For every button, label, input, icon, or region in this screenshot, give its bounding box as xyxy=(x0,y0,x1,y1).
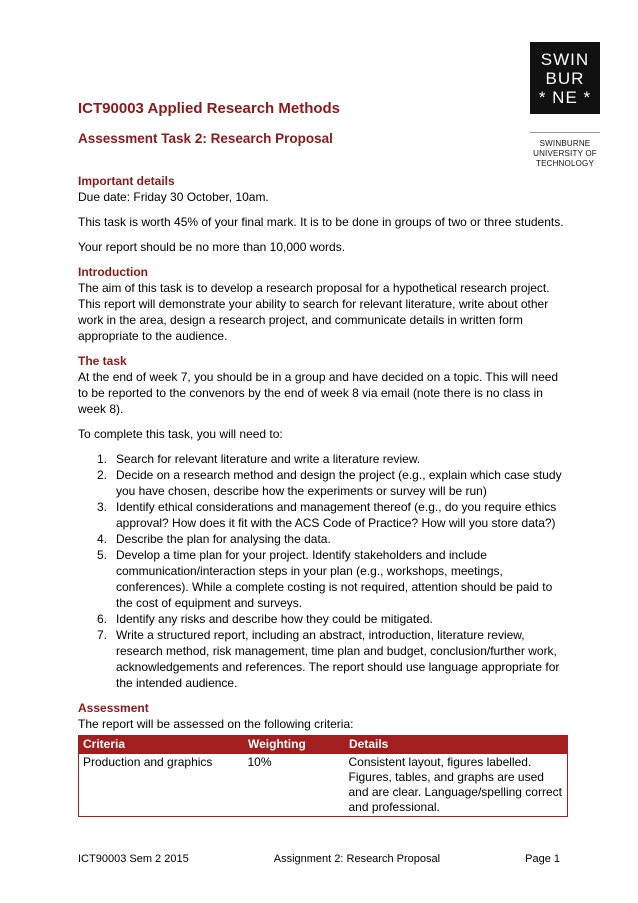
list-item xyxy=(78,499,568,531)
column-header-criteria: Criteria xyxy=(79,736,244,754)
list-item-text: Describe the plan for analysing the data. xyxy=(116,532,331,546)
introduction-heading: Introduction xyxy=(78,265,148,279)
list-item xyxy=(78,627,568,691)
list-item-text: Develop a time plan for your project. Identify stakeholders and include communication/interaction steps in your plan (e.g., workshops, meetings, conferences). While a complete costing is not required, attention should be paid to the cost of equipment and surveys. xyxy=(116,548,553,610)
word-limit-text: Your report should be no more than 10,000 words. xyxy=(78,240,346,254)
list-number: 7. xyxy=(97,628,108,642)
list-item xyxy=(78,451,568,467)
list-number: 4. xyxy=(97,532,108,546)
introduction-section xyxy=(78,264,568,344)
footer-course: ICT90003 Sem 2 2015 xyxy=(78,853,189,865)
footer-assignment: Assignment 2: Research Proposal xyxy=(273,853,441,865)
list-item xyxy=(78,611,568,627)
task-heading: The task xyxy=(78,354,127,368)
list-item xyxy=(78,531,568,547)
assessment-text: The report will be assessed on the following criteria: xyxy=(78,717,354,731)
logo-line-2: BUR xyxy=(545,68,585,88)
column-header-weighting: Weighting xyxy=(244,736,345,754)
list-item xyxy=(78,467,568,499)
table-header-row xyxy=(79,736,568,754)
worth-text: This task is worth 45% of your final mark. It is to be done in groups of two or three students. xyxy=(78,215,564,229)
assessment-heading: Assessment xyxy=(78,701,149,715)
task-steps-list xyxy=(78,451,568,691)
list-number: 1. xyxy=(97,452,108,466)
weighting-cell: 10% xyxy=(244,754,345,817)
list-item-text: Identify ethical considerations and management thereof (e.g., do you require ethics approval? How does it fit with the ACS Code of Practice? How will you store data?) xyxy=(116,500,557,530)
university-name-line: TECHNOLOGY xyxy=(535,159,594,168)
assessment-section xyxy=(78,700,568,817)
logo-line-1: SWIN xyxy=(540,49,590,69)
list-item xyxy=(78,547,568,611)
column-header-details: Details xyxy=(345,736,568,754)
list-number: 2. xyxy=(97,468,108,482)
document-body xyxy=(78,100,568,817)
university-name-line: SWINBURNE xyxy=(539,139,591,148)
list-number: 5. xyxy=(97,548,108,562)
introduction-text: The aim of this task is to develop a research proposal for a hypothetical research project. This report will demonstrate your ability to search for relevant literature, write about other work in the area, design a research project, and communicate details in written form appropriate to the audience. xyxy=(78,281,550,343)
footer-page-number: Page 1 xyxy=(525,853,560,865)
list-number: 3. xyxy=(97,500,108,514)
important-details-section xyxy=(78,173,568,255)
details-cell: Consistent layout, figures labelled. Figures, tables, and graphs are used and are clear. Language/spelling correct and professional. xyxy=(345,754,568,817)
university-name-line: UNIVERSITY OF xyxy=(533,149,597,158)
document-title: ICT90003 Applied Research Methods xyxy=(78,100,341,117)
list-item-text: Write a structured report, including an abstract, introduction, literature review, research method, risk management, time plan and budget, conclusion/further work, acknowledgements and references. The report should use language appropriate for the intended audience. xyxy=(116,628,560,690)
document-subtitle: Assessment Task 2: Research Proposal xyxy=(78,131,333,146)
list-item-text: Identify any risks and describe how they could be mitigated. xyxy=(116,612,433,626)
task-text: At the end of week 7, you should be in a group and have decided on a topic. This will need to be reported to the convenors by the end of week 8 via email (note there is no class in week 8). xyxy=(78,370,559,416)
task-section xyxy=(78,353,568,691)
page-footer xyxy=(78,853,560,865)
criteria-cell: Production and graphics xyxy=(79,754,244,817)
list-item-text: Search for relevant literature and write a literature review. xyxy=(116,452,421,466)
task-lead-text: To complete this task, you will need to: xyxy=(78,427,283,441)
criteria-table xyxy=(78,735,568,817)
list-number: 6. xyxy=(97,612,108,626)
important-details-heading: Important details xyxy=(78,174,175,188)
due-date-text: Due date: Friday 30 October, 10am. xyxy=(78,190,269,204)
table-row xyxy=(79,754,568,817)
list-item-text: Decide on a research method and design the project (e.g., explain which case study you have chosen, describe how the experiments or survey will be run) xyxy=(116,468,562,498)
logo-line-3: * NE * xyxy=(538,87,592,107)
